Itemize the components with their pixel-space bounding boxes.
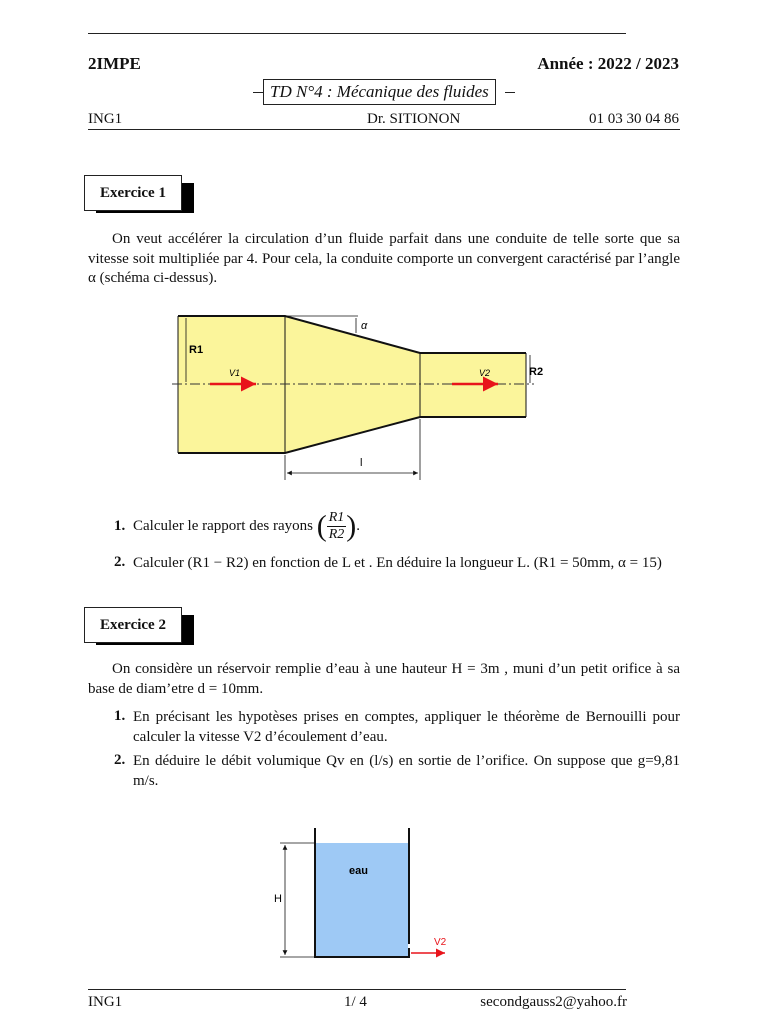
ex1-q1-frac-den: R2 [328,527,345,543]
ex2-q1-number: 1. [114,708,126,724]
ex1-q2-text: Calculer (R1 − R2) en fonction de L et . En déduire la longueur L. (R1 = 50mm, α = 15) [133,555,662,571]
level-label: ING1 [88,111,123,127]
footer-email[interactable]: secondgauss2@yahoo.fr [480,994,627,1010]
ex1-q1-paren-close: ) [346,509,357,543]
exercise1-heading [84,175,194,213]
td-title: TD N°4 : Mécanique des fluides [263,79,496,105]
header-rule [88,129,680,130]
ex1-q1-paren-open: ( [316,509,327,543]
tank-diagram [268,824,468,964]
v2-label: V2 [479,368,491,378]
ex1-q2-number: 2. [114,554,126,570]
ex1-q1-fraction [327,510,347,543]
outflow-label: V2 [434,937,447,948]
ex1-q1-number: 1. [114,518,126,534]
footer-level: ING1 [88,994,123,1010]
exercise1-intro: On veut accélérer la circulation d’un fluide parfait dans une conduite de telle sorte que sa vitesse soit multipliée par 4. Pour cela, la conduite comporte un convergent caractérisé par l’angle α (schéma ci-dessus). [88,231,680,286]
ex2-q1-text: En précisant les hypotèses prises en comptes, appliquer le théorème de Bernouilli pour calculer la vitesse V2 d’écoulement d’eau. [133,709,680,745]
exercise2-intro: On considère un réservoir remplie d’eau à une hauteur H = 3m , muni d’un petit orifice à sa base de diam’etre d = 10mm. [88,661,680,697]
school-name: 2IMPE [88,54,141,73]
alpha-label: α [361,320,368,332]
r2-label: R2 [529,366,544,378]
phone-number: 01 03 30 04 86 [589,111,679,127]
ex2-q2-number: 2. [114,752,126,768]
footer-rule [88,989,626,990]
convergent-pipe-diagram [168,305,544,485]
water [316,843,408,956]
r1-label: R1 [189,344,204,356]
height-label: H [274,893,282,905]
teacher-name: Dr. SITIONON [367,111,461,127]
v1-label: V1 [229,368,241,378]
ex2-q2-text: En déduire le débit volumique Qv en (l/s) en sortie de l’orifice. On suppose que g=9,81 m/s. [133,753,680,789]
length-label: l [360,457,363,469]
ex1-q1-frac-num: R1 [328,510,345,526]
page-number: 1/ 4 [344,994,367,1010]
title-rule-left [253,92,263,93]
academic-year: Année : 2022 / 2023 [537,54,679,73]
exercise2-label: Exercice 2 [84,607,182,643]
ex1-q1-label: Calculer le rapport des rayons [133,518,313,534]
title-rule-right [505,92,515,93]
water-label: eau [349,865,368,877]
top-rule [88,33,626,34]
exercise2-heading [84,607,194,645]
exercise1-label: Exercice 1 [84,175,182,211]
ex1-q1-text: Calculer le rapport des rayons ( $\frac{R1}{R2}$ ). [133,509,360,543]
